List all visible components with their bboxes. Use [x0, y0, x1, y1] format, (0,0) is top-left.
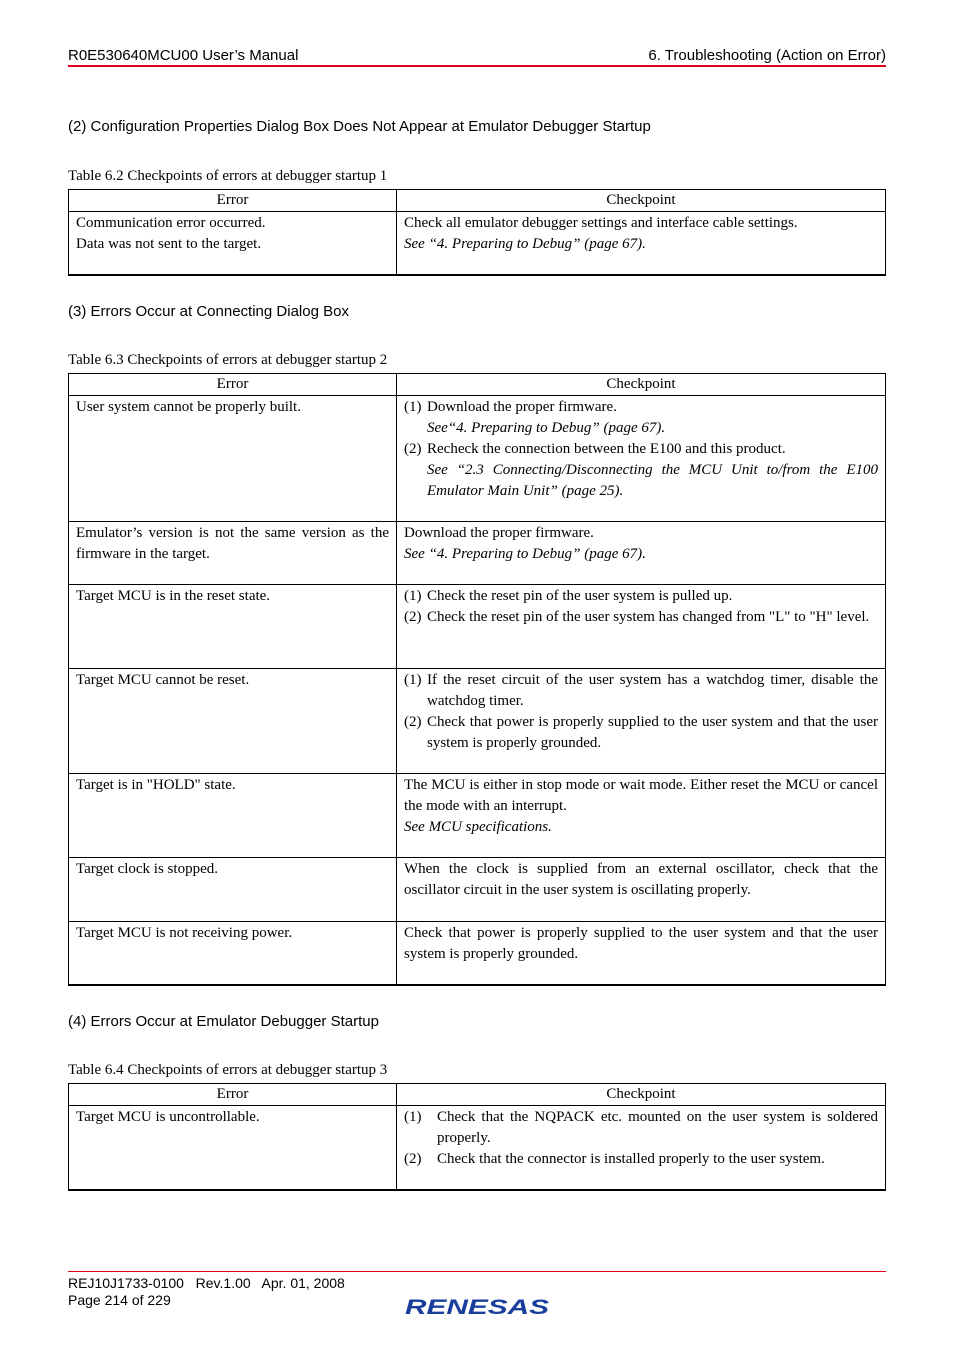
error-cell: Target MCU is in the reset state.	[69, 585, 397, 669]
section-heading-2: (2) Configuration Properties Dialog Box Does Not Appear at Emulator Debugger Startup	[68, 118, 651, 135]
error-cell: Target is in "HOLD" state.	[69, 774, 397, 858]
item-number: (1)	[404, 1109, 422, 1125]
checkpoint-cell	[397, 396, 886, 522]
checkpoint-cell	[397, 522, 886, 585]
error-cell	[69, 212, 397, 275]
checkpoint-item	[404, 712, 878, 754]
error-cell: Target MCU cannot be reset.	[69, 669, 397, 774]
checkpoint-cell	[397, 585, 886, 669]
checkpoint-item	[404, 607, 878, 628]
header-divider	[68, 65, 886, 67]
checkpoint-item	[404, 397, 878, 418]
table-header-row	[69, 190, 886, 212]
column-header-error: Error	[69, 374, 397, 396]
item-text: Check the reset pin of the user system is pulled up.	[427, 588, 733, 604]
error-cell: Target clock is stopped.	[69, 858, 397, 922]
item-text: Check that the connector is installed properly to the user system.	[437, 1151, 825, 1167]
column-header-error: Error	[69, 1084, 397, 1106]
checkpoint-text: Download the proper firmware.	[404, 525, 594, 541]
manual-title: R0E530640MCU00 User’s Manual	[68, 47, 299, 64]
checkpoint-text: Check all emulator debugger settings and interface cable settings.	[404, 215, 798, 231]
error-cell: Target MCU is not receiving power.	[69, 922, 397, 985]
renesas-logo	[403, 1293, 553, 1324]
table-row	[69, 858, 886, 922]
checkpoint-text: When the clock is supplied from an external oscillator, check that the oscillator circuit in the user system is oscillating properly.	[404, 861, 878, 898]
table-caption-6-3: Table 6.3 Checkpoints of errors at debugger startup 2	[68, 352, 388, 368]
error-cell: Target MCU is uncontrollable.	[69, 1106, 397, 1190]
reference-text: See “2.3 Connecting/Disconnecting the MCU Unit to/from the E100 Emulator Main Unit” (page 25).	[427, 462, 878, 499]
item-number: (1)	[404, 672, 422, 688]
error-text: Communication error occurred.	[76, 215, 266, 231]
item-number: (2)	[404, 1151, 422, 1167]
checkpoint-cell	[397, 1106, 886, 1190]
reference-text: See MCU specifications.	[404, 819, 552, 835]
checkpoint-text: Check that power is properly supplied to the user system and that the user system is properly grounded.	[404, 925, 878, 962]
reference-text: See “4. Preparing to Debug” (page 67).	[404, 236, 646, 252]
document-info: REJ10J1733-0100 Rev.1.00 Apr. 01, 2008	[68, 1275, 345, 1291]
item-number: (1)	[404, 399, 422, 415]
checkpoint-cell	[397, 669, 886, 774]
item-text: Download the proper firmware.	[427, 399, 617, 415]
table-row	[69, 774, 886, 858]
checkpoint-cell	[397, 774, 886, 858]
table-header-row	[69, 374, 886, 396]
checkpoint-cell	[397, 858, 886, 922]
item-number: (2)	[404, 441, 422, 457]
table-6-4	[68, 1083, 886, 1191]
svg-text:RENESAS: RENESAS	[405, 1296, 549, 1319]
table-row	[69, 396, 886, 522]
error-cell: Emulator’s version is not the same version as the firmware in the target.	[69, 522, 397, 585]
footer-divider	[68, 1271, 886, 1272]
item-text: Check the reset pin of the user system has changed from "L" to "H" level.	[427, 609, 870, 625]
table-6-3	[68, 373, 886, 986]
table-row	[69, 1106, 886, 1190]
table-6-2	[68, 189, 886, 276]
reference-text: See“4. Preparing to Debug” (page 67).	[427, 420, 666, 436]
item-number: (2)	[404, 714, 422, 730]
column-header-checkpoint: Checkpoint	[397, 1084, 886, 1106]
checkpoint-item	[404, 1107, 878, 1149]
table-row	[69, 522, 886, 585]
error-cell: User system cannot be properly built.	[69, 396, 397, 522]
table-caption-6-4: Table 6.4 Checkpoints of errors at debugger startup 3	[68, 1062, 388, 1078]
reference-text: See “4. Preparing to Debug” (page 67).	[404, 546, 646, 562]
checkpoint-item	[404, 670, 878, 712]
checkpoint-cell	[397, 212, 886, 275]
item-text: If the reset circuit of the user system has a watchdog timer, disable the watchdog timer.	[427, 672, 878, 709]
section-heading-4: (4) Errors Occur at Emulator Debugger Startup	[68, 1013, 379, 1030]
checkpoint-item	[404, 439, 878, 460]
chapter-title: 6. Troubleshooting (Action on Error)	[648, 47, 886, 64]
column-header-error: Error	[69, 190, 397, 212]
item-number: (2)	[404, 609, 422, 625]
error-text: Data was not sent to the target.	[76, 236, 262, 252]
column-header-checkpoint: Checkpoint	[397, 190, 886, 212]
table-row	[69, 922, 886, 985]
section-heading-3: (3) Errors Occur at Connecting Dialog Box	[68, 303, 349, 320]
table-row	[69, 669, 886, 774]
column-header-checkpoint: Checkpoint	[397, 374, 886, 396]
checkpoint-text: The MCU is either in stop mode or wait mode. Either reset the MCU or cancel the mode with an interrupt.	[404, 777, 878, 814]
table-header-row	[69, 1084, 886, 1106]
checkpoint-item	[404, 586, 878, 607]
table-row	[69, 585, 886, 669]
item-text: Recheck the connection between the E100 and this product.	[427, 441, 786, 457]
item-number: (1)	[404, 588, 422, 604]
page-number: Page 214 of 229	[68, 1292, 171, 1308]
item-text: Check that power is properly supplied to the user system and that the user system is properly grounded.	[427, 714, 878, 751]
checkpoint-cell	[397, 922, 886, 985]
item-text: Check that the NQPACK etc. mounted on the user system is soldered properly.	[437, 1109, 878, 1146]
table-caption-6-2: Table 6.2 Checkpoints of errors at debugger startup 1	[68, 168, 388, 184]
table-row	[69, 212, 886, 275]
checkpoint-item	[404, 1149, 878, 1170]
